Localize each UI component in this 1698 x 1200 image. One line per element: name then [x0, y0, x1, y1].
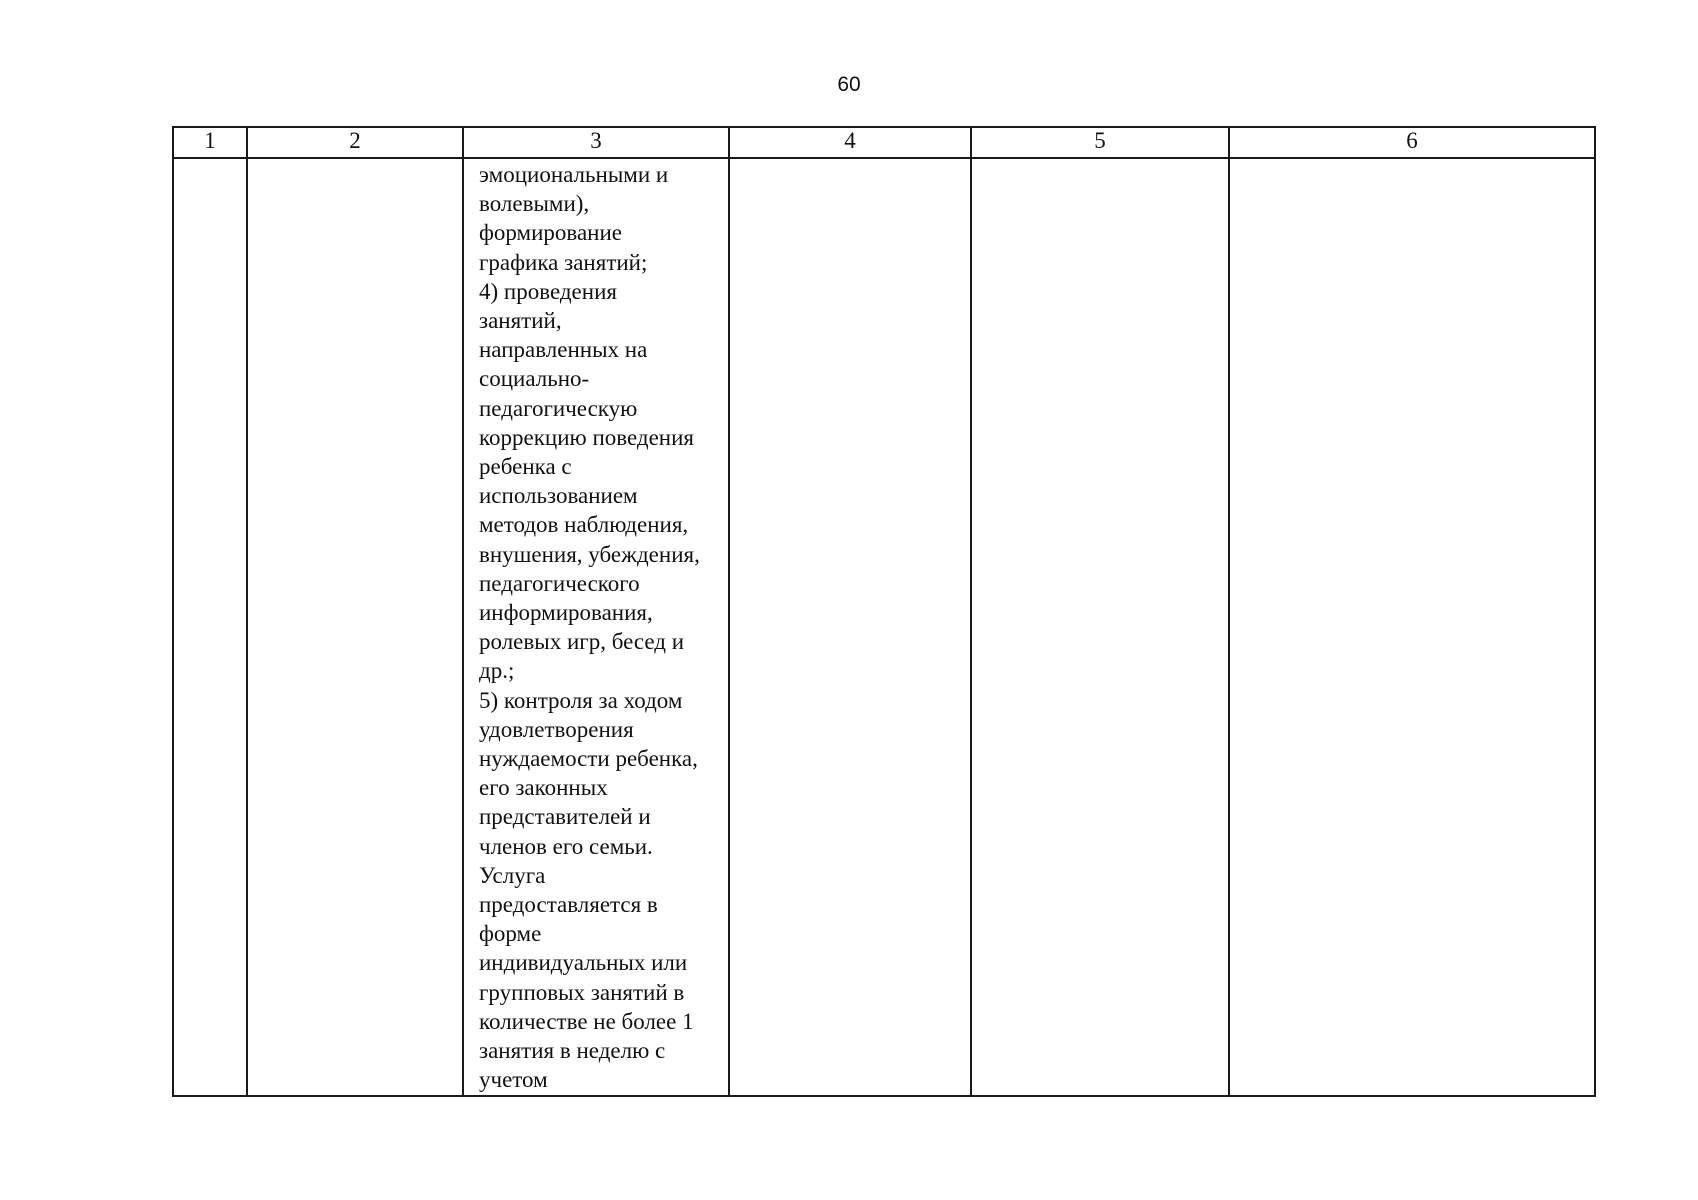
text-line: представителей и	[479, 804, 651, 830]
text-line: количестве не более 1	[479, 1008, 694, 1034]
text-line: его законных	[479, 775, 608, 801]
column-header-4: 4	[729, 127, 971, 158]
text-line: эмоциональными и	[479, 162, 669, 187]
text-line: волевыми),	[479, 191, 590, 217]
text-line: педагогическую	[479, 395, 638, 421]
text-line: коррекцию поведения	[479, 424, 694, 450]
text-line: занятия в неделю с	[479, 1038, 666, 1064]
column-header-1: 1	[173, 127, 247, 158]
column-header-2: 2	[247, 127, 463, 158]
services-table	[172, 126, 1596, 1097]
text-line: удовлетворения	[479, 716, 634, 742]
cell-col-6	[1229, 158, 1595, 1096]
text-line: информирования,	[479, 600, 653, 626]
text-line: 4) проведения	[479, 278, 617, 304]
table-row	[173, 158, 1595, 1096]
text-line: индивидуальных или	[479, 950, 688, 976]
text-line: занятий,	[479, 308, 562, 334]
cell-col-3	[463, 158, 729, 1096]
text-line: методов наблюдения,	[479, 512, 689, 538]
cell-col-4	[729, 158, 971, 1096]
text-line: учетом	[479, 1067, 548, 1093]
text-line: членов его семьи.	[479, 833, 653, 859]
text-line: использованием	[479, 483, 638, 509]
column-header-3: 3	[463, 127, 729, 158]
text-line: 5) контроля за ходом	[479, 687, 683, 713]
cell-col-1	[173, 158, 247, 1096]
page-number: 60	[837, 73, 861, 96]
column-header-6: 6	[1229, 127, 1595, 158]
service-description-text	[464, 159, 728, 1095]
text-line: ролевых игр, бесед и	[479, 629, 685, 655]
cell-col-2	[247, 158, 463, 1096]
column-header-5: 5	[971, 127, 1229, 158]
text-line: форме	[479, 921, 542, 947]
text-line: педагогического	[479, 570, 640, 596]
text-line: направленных на	[479, 337, 648, 363]
text-line: Услуга	[479, 862, 546, 888]
text-line: нуждаемости ребенка,	[479, 746, 698, 772]
text-line: др.;	[479, 658, 515, 684]
cell-col-5	[971, 158, 1229, 1096]
table-header-row	[173, 127, 1595, 158]
text-line: формирование	[479, 220, 623, 246]
text-line: внушения, убеждения,	[479, 541, 700, 567]
text-line: групповых занятий в	[479, 979, 685, 1005]
text-line: предоставляется в	[479, 892, 658, 918]
text-line: социально-	[479, 366, 590, 392]
text-line: графика занятий;	[479, 249, 648, 275]
text-line: ребенка с	[479, 454, 572, 480]
